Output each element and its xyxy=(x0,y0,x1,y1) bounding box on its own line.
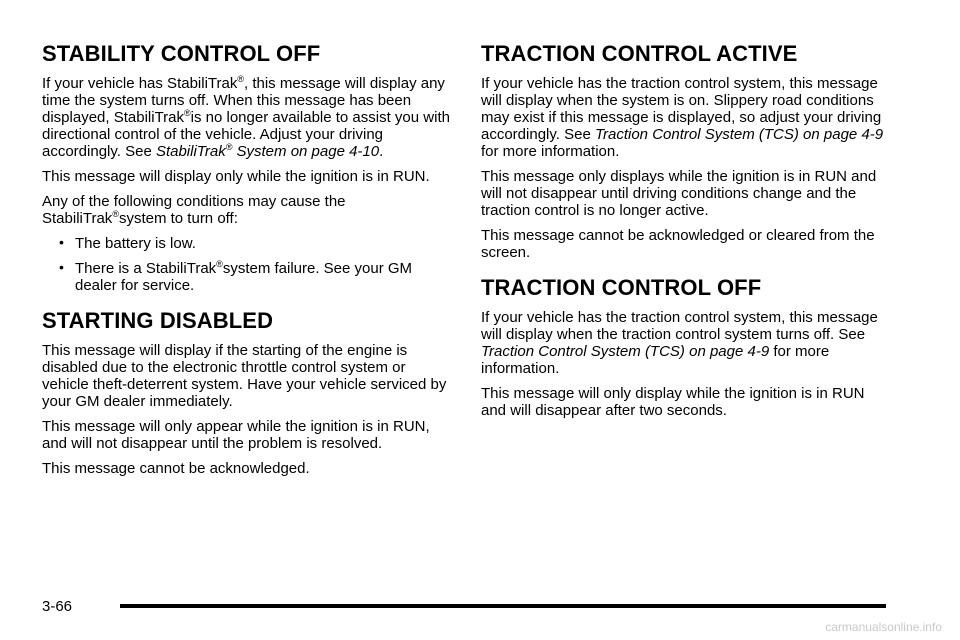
registered-mark: ® xyxy=(237,74,244,85)
right-column xyxy=(481,42,893,427)
paragraph: This message will display only while the ignition is in RUN. xyxy=(42,168,430,186)
text: Any of the following conditions may cause the StabiliTrak xyxy=(42,193,346,228)
paragraph xyxy=(42,193,454,227)
registered-mark: ® xyxy=(216,259,223,270)
paragraph: This message only displays while the ignition is in RUN and will not disappear until driving conditions change and the traction control is no longer active. xyxy=(481,168,877,220)
section-heading-traction-control-off: TRACTION CONTROL OFF xyxy=(481,275,762,301)
registered-mark: ® xyxy=(112,209,119,220)
registered-mark: ® xyxy=(225,142,233,153)
text: , this message will display any time the system turns off. When this message has been displayed, StabiliTrak xyxy=(42,75,445,127)
cross-reference-link[interactable]: Traction Control System (TCS) on page 4-9 xyxy=(594,126,884,144)
text: system to turn off: xyxy=(118,210,238,228)
bullet-icon: • xyxy=(59,259,64,276)
paragraph: This message will only appear while the ignition is in RUN, and will not disappear until the problem is resolved. xyxy=(42,418,430,453)
cross-reference-link[interactable] xyxy=(156,143,379,160)
text: The battery is low. xyxy=(75,235,196,253)
paragraph: This message cannot be acknowledged or cleared from the screen. xyxy=(481,227,875,262)
left-column xyxy=(42,42,454,485)
text: system failure. See your GM dealer for service. xyxy=(75,260,413,295)
footer-rule xyxy=(120,604,886,608)
bullet-icon: • xyxy=(59,234,64,251)
paragraph: This message cannot be acknowledged. xyxy=(42,460,310,478)
section-heading-starting-disabled: STARTING DISABLED xyxy=(42,308,274,334)
text: is no longer available to assist you with directional control of the vehicle. Adjust your driving accordingly. See xyxy=(42,109,450,161)
section-heading-traction-control-active: TRACTION CONTROL ACTIVE xyxy=(481,41,798,66)
list-item xyxy=(59,260,454,294)
text: There is a StabiliTrak xyxy=(75,260,217,278)
text: If your vehicle has the traction control system, this message will display when the traction control system turns off. See xyxy=(481,309,878,344)
bullet-list xyxy=(42,235,454,294)
paragraph: This message will display if the starting of the engine is disabled due to the electronic throttle control system or vehicle theft-deterrent system. Have your vehicle serviced by your GM dealer immediately. xyxy=(42,342,447,411)
page-number: 3-66 xyxy=(42,598,73,615)
paragraph xyxy=(481,309,893,377)
link-text[interactable]: System on page 4-10 xyxy=(232,143,380,161)
link-text[interactable]: StabiliTrak xyxy=(155,143,226,161)
text: . xyxy=(379,143,384,161)
watermark: carmanualsonline.info xyxy=(825,620,942,634)
paragraph: This message will only display while the ignition is in RUN and will disappear after two seconds. xyxy=(481,385,865,420)
text: for more information. xyxy=(481,343,830,378)
cross-reference-link[interactable]: Traction Control System (TCS) on page 4-9 xyxy=(481,343,770,361)
section-heading-stability-control-off: STABILITY CONTROL OFF xyxy=(42,41,321,66)
paragraph xyxy=(481,75,893,160)
paragraph xyxy=(42,75,454,160)
text: If your vehicle has StabiliTrak xyxy=(42,75,238,93)
text: for more information. xyxy=(481,143,620,161)
list-item xyxy=(59,235,454,252)
registered-mark: ® xyxy=(184,108,191,119)
text: If your vehicle has the traction control system, this message will display when the system is on. Slippery road conditions may exist if this message is displayed, so adjust your driving accordingly. See xyxy=(481,75,882,144)
